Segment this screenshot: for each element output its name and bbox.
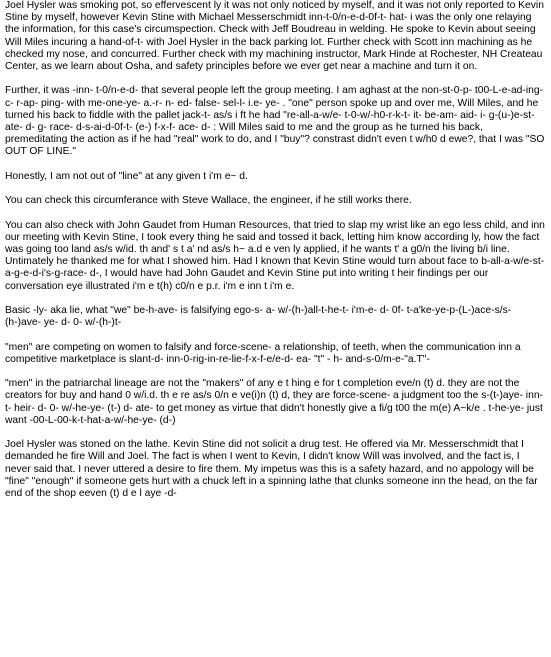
paragraph-5: You can also check with John Gaudet from Human Resources, that tried to slap my wrist like an ego less child, and inn our meeting with Kevin Stine, I took every thing he said and tossed it back, letting him know according ly, how the fact was going too land as/s w/id. th and' s t a' nd as/s h~ a.d e ven ly applied, if he wants t' a g0/n the living b/i line. Untimately he thanked me for what I showed him. Had I known that Kevin Stine would turn about face to b-all-a-w/e-st-a-g-e-d-i's-g-race- d-, I would have had John Gaudet and Kevin Stine put into writing t heir findings per our conversation eye illustrated i'm e t(h) c0/n e p.r. i'm e inn t i'm e. bbox=[5, 219, 545, 292]
paragraph-9: Joel Hysler was stoned on the lathe. Kevin Stine did not solicit a drug test. He offered via Mr. Messerschmidt that I demanded he fire Will and Joel. The fact is when I went to Kevin, I didn't know Will was involved, and the fact is, I never said that. I never uttered a desire to fire them. My impetus was this is a safety hazard, and no appology will be "fine" "enough" if someone gets hurt with a chuck left in a spinning lathe that clunks someone inn the head, on the far end of the shop eeven (t) d e l aye -d- bbox=[5, 439, 538, 499]
paragraph-7: "men" are competing on women to falsify and force-scene- a relationship, of teeth, when the communication inn a competitive marketplace is slant-d- inn-0-rig-in-re-lie-f-x-f-e/e-d- ea- "t" - h- and-s-0/m-e-"a.T"- bbox=[5, 341, 521, 365]
paragraph-3: Honestly, I am not out of "line" at any given t i'm e~ d. bbox=[5, 170, 248, 182]
paragraph-4: You can check this circumferance with Steve Wallace, the engineer, if he still works there. bbox=[5, 195, 412, 207]
paragraph-1: Joel Hysler was smoking pot, so effervescent ly it was not only noticed by myself, and it was not only reported to Kevin Stine by myself, however Kevin Stine with Michael Messerschmidt inn-t-0/n-e-d-0f-t- hat- i was the only one relaying the information, for this case's circumspection. Check with Jeff Boudreau in welding. He spoke to Kevin about seeing Will Miles incuring a hand-of-t- with Joel Hysler in the back parking lot. Further check with Scott inn machining as he checked my nose, and concurred. Further check with my machining instructor, Mark Hinde at Rochester, NH Createau Center, as we learn about Osha, and safety principles before we ever get near a machine and turn it on. bbox=[5, 0, 544, 73]
paragraph-2: Further, it was -inn- t-0/n-e-d- that several people left the group meeting. I am aghast at the non-st-0-p- t00-L-e-ad-ing- c- r-ap- ping- with me-one-ye- a.-r- n- ed- false- sel-l- i.e- ye- . "one" person spoke up and over me, Will Miles, and he turned his back to fiddle with the pallet jack-t- as/s i ft he had "re-all-a-w/e- t-0-w/-h0-r-k-t- it- be-am- aid- i- g-(u-)e-st- ate- d- g- race- d-s-ai-d-0f-t- (e-) f-x-f- ace- d- : Will Miles said to me and the group as he turned his back, premeditating the action as if he had "real" work to do, and I "buy"? constrast didn't even t w/h0 d ewe?, that I was "SO OUT OF LINE." bbox=[5, 85, 545, 158]
paragraph-6: Basic -ly- aka lie, what "we" be-h-ave- is falsifying ego-s- a- w/-(h-)all-t-he-t- i'm-e- d- 0f- t-a'ke-ye-p-(L-)ace-s/s- (h-)ave- ye- d- 0- w/-(h-)t- bbox=[5, 305, 512, 329]
paragraph-8: "men" in the patriarchal lineage are not the "makers" of any e t hing e for t completion eve/n (t) d. they are not the creators for buy and hand 0 w/i.d. th e re as/s 0/n e ve(i)n (t) d, they are force-scene- a judgment too the s-(t-)aye- inn- t- heir- d- 0- w/-he-ye- (t-) d- ate- to get money as virtue that didn't honestly give a fi/g t00 the m(e) A~k/e . t-he-ye- just want -00-L-00-k-t-hat-a-w/-he-ye- (d-) bbox=[5, 378, 543, 426]
